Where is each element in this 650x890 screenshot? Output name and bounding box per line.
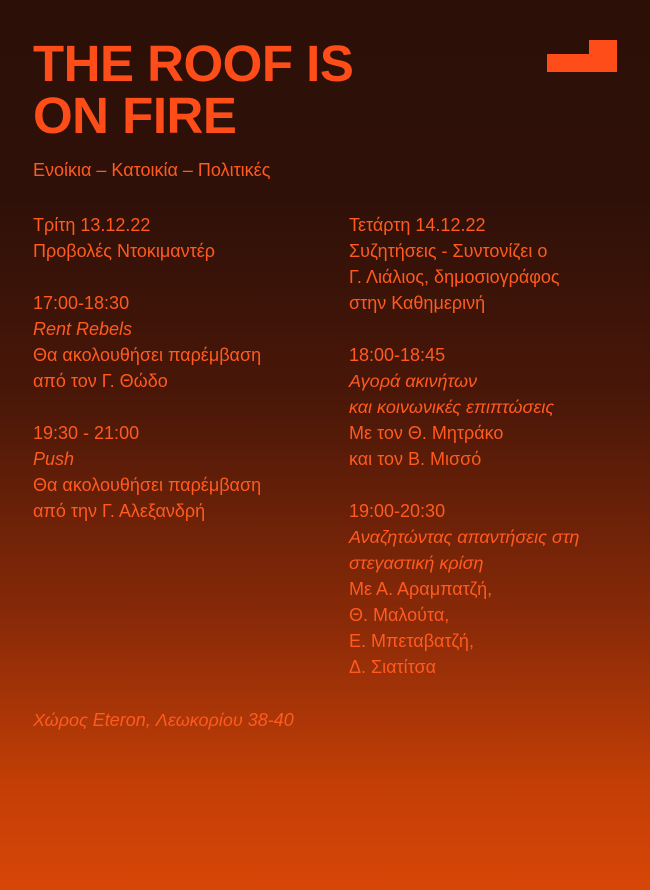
session-title: στεγαστική κρίση xyxy=(349,553,484,573)
session-note: και τον Β. Μισσό xyxy=(349,449,482,469)
venue-address: Χώρος Eteron, Λεωκορίου 38-40 xyxy=(33,710,294,730)
session-note: Δ. Σιατίτσα xyxy=(349,657,437,677)
poster-title xyxy=(33,35,433,144)
session-note: Θα ακολουθήσει παρέμβαση xyxy=(33,475,262,495)
session-note: Θ. Μαλούτα, xyxy=(349,605,450,625)
session-title: Push xyxy=(33,449,75,469)
subtitle: Ενοίκια – Κατοικία – Πολιτικές xyxy=(33,160,271,180)
step-shape-icon xyxy=(547,40,617,72)
session-time: 19:00-20:30 xyxy=(349,501,446,521)
title-line-1: THE ROOF IS xyxy=(33,35,354,92)
session-time: 18:00-18:45 xyxy=(349,345,446,365)
day2-date: Τετάρτη 14.12.22 xyxy=(349,215,486,235)
session-note: Θα ακολουθήσει παρέμβαση xyxy=(33,345,262,365)
session-note: Ε. Μπεταβατζή, xyxy=(349,631,474,651)
day1-column xyxy=(33,212,323,524)
session-title: Rent Rebels xyxy=(33,319,133,339)
day2-theme: στην Καθημερινή xyxy=(349,293,486,313)
session-title: Αναζητώντας απαντήσεις στη xyxy=(349,527,580,547)
title-line-2: ON FIRE xyxy=(33,87,237,144)
day2-column xyxy=(349,212,639,680)
session-time: 17:00-18:30 xyxy=(33,293,130,313)
session-title: Αγορά ακινήτων xyxy=(349,371,478,391)
day2-theme: Συζητήσεις - Συντονίζει ο xyxy=(349,241,548,261)
day1-theme: Προβολές Ντοκιμαντέρ xyxy=(33,241,215,261)
session-note: Με Α. Αραμπατζή, xyxy=(349,579,493,599)
session-note: από την Γ. Αλεξανδρή xyxy=(33,501,206,521)
day1-date: Τρίτη 13.12.22 xyxy=(33,215,151,235)
day2-theme: Γ. Λιάλιος, δημοσιογράφος xyxy=(349,267,560,287)
session-title: και κοινωνικές επιπτώσεις xyxy=(349,397,555,417)
session-note: Με τον Θ. Μητράκο xyxy=(349,423,504,443)
session-note: από τον Γ. Θώδο xyxy=(33,371,168,391)
session-time: 19:30 - 21:00 xyxy=(33,423,140,443)
